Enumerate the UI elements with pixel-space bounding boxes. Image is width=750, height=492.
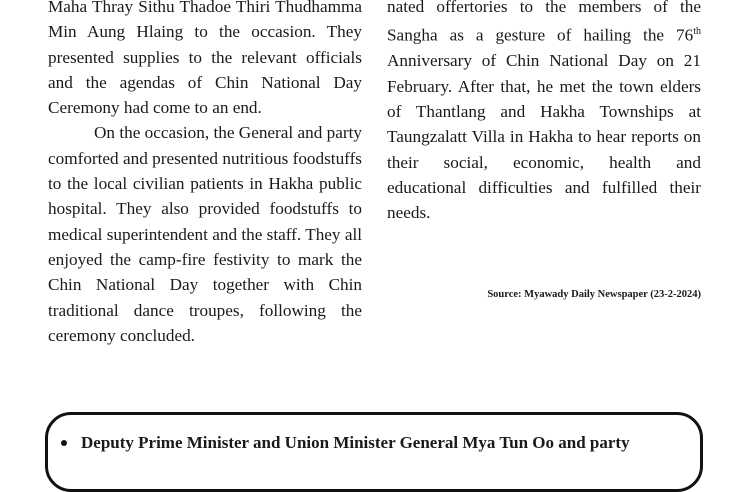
right-column bbox=[387, 0, 701, 225]
left-column bbox=[48, 0, 362, 348]
bullet-dot-icon bbox=[61, 440, 67, 446]
right-paragraph-text-b: Anniversary of Chin National Day on 21 February. After that, he met the town elders of Thantlang and Hakha Townships at Taungzalatt Villa in Hakha to hear reports on their social, economic, health and educational difficulties and fulfilled their needs. bbox=[387, 51, 701, 223]
right-paragraph-1 bbox=[387, 0, 701, 225]
source-credit: Source: Myawady Daily Newspaper (23-2-2024) bbox=[487, 289, 701, 300]
left-paragraph-2: On the occasion, the General and party comforted and presented nutritious foodstuffs to the local civilian patients in Hakha public hospital. They also provided foodstuffs to medical superintendent and the staff. They all enjoyed the camp-fire festivity to mark the Chin National Day together with Chin traditional dance troupes, following the ceremony concluded. bbox=[48, 123, 362, 345]
ordinal-suffix: th bbox=[693, 26, 701, 38]
headline-bullet-item bbox=[61, 433, 630, 453]
right-paragraph-text-a: nated offertories to the members of the Sangha as a gesture of hailing the 76 bbox=[387, 0, 701, 46]
left-paragraph-1: Maha Thray Sithu Thadoe Thiri Thudhamma Min Aung Hlaing to the occasion. They presented supplies to the relevant officials and the agendas of Chin National Day Ceremony had come to an end. bbox=[48, 0, 362, 118]
headline-bullet-text: Deputy Prime Minister and Union Minister General Mya Tun Oo and party bbox=[81, 433, 630, 452]
headline-box bbox=[45, 412, 703, 492]
